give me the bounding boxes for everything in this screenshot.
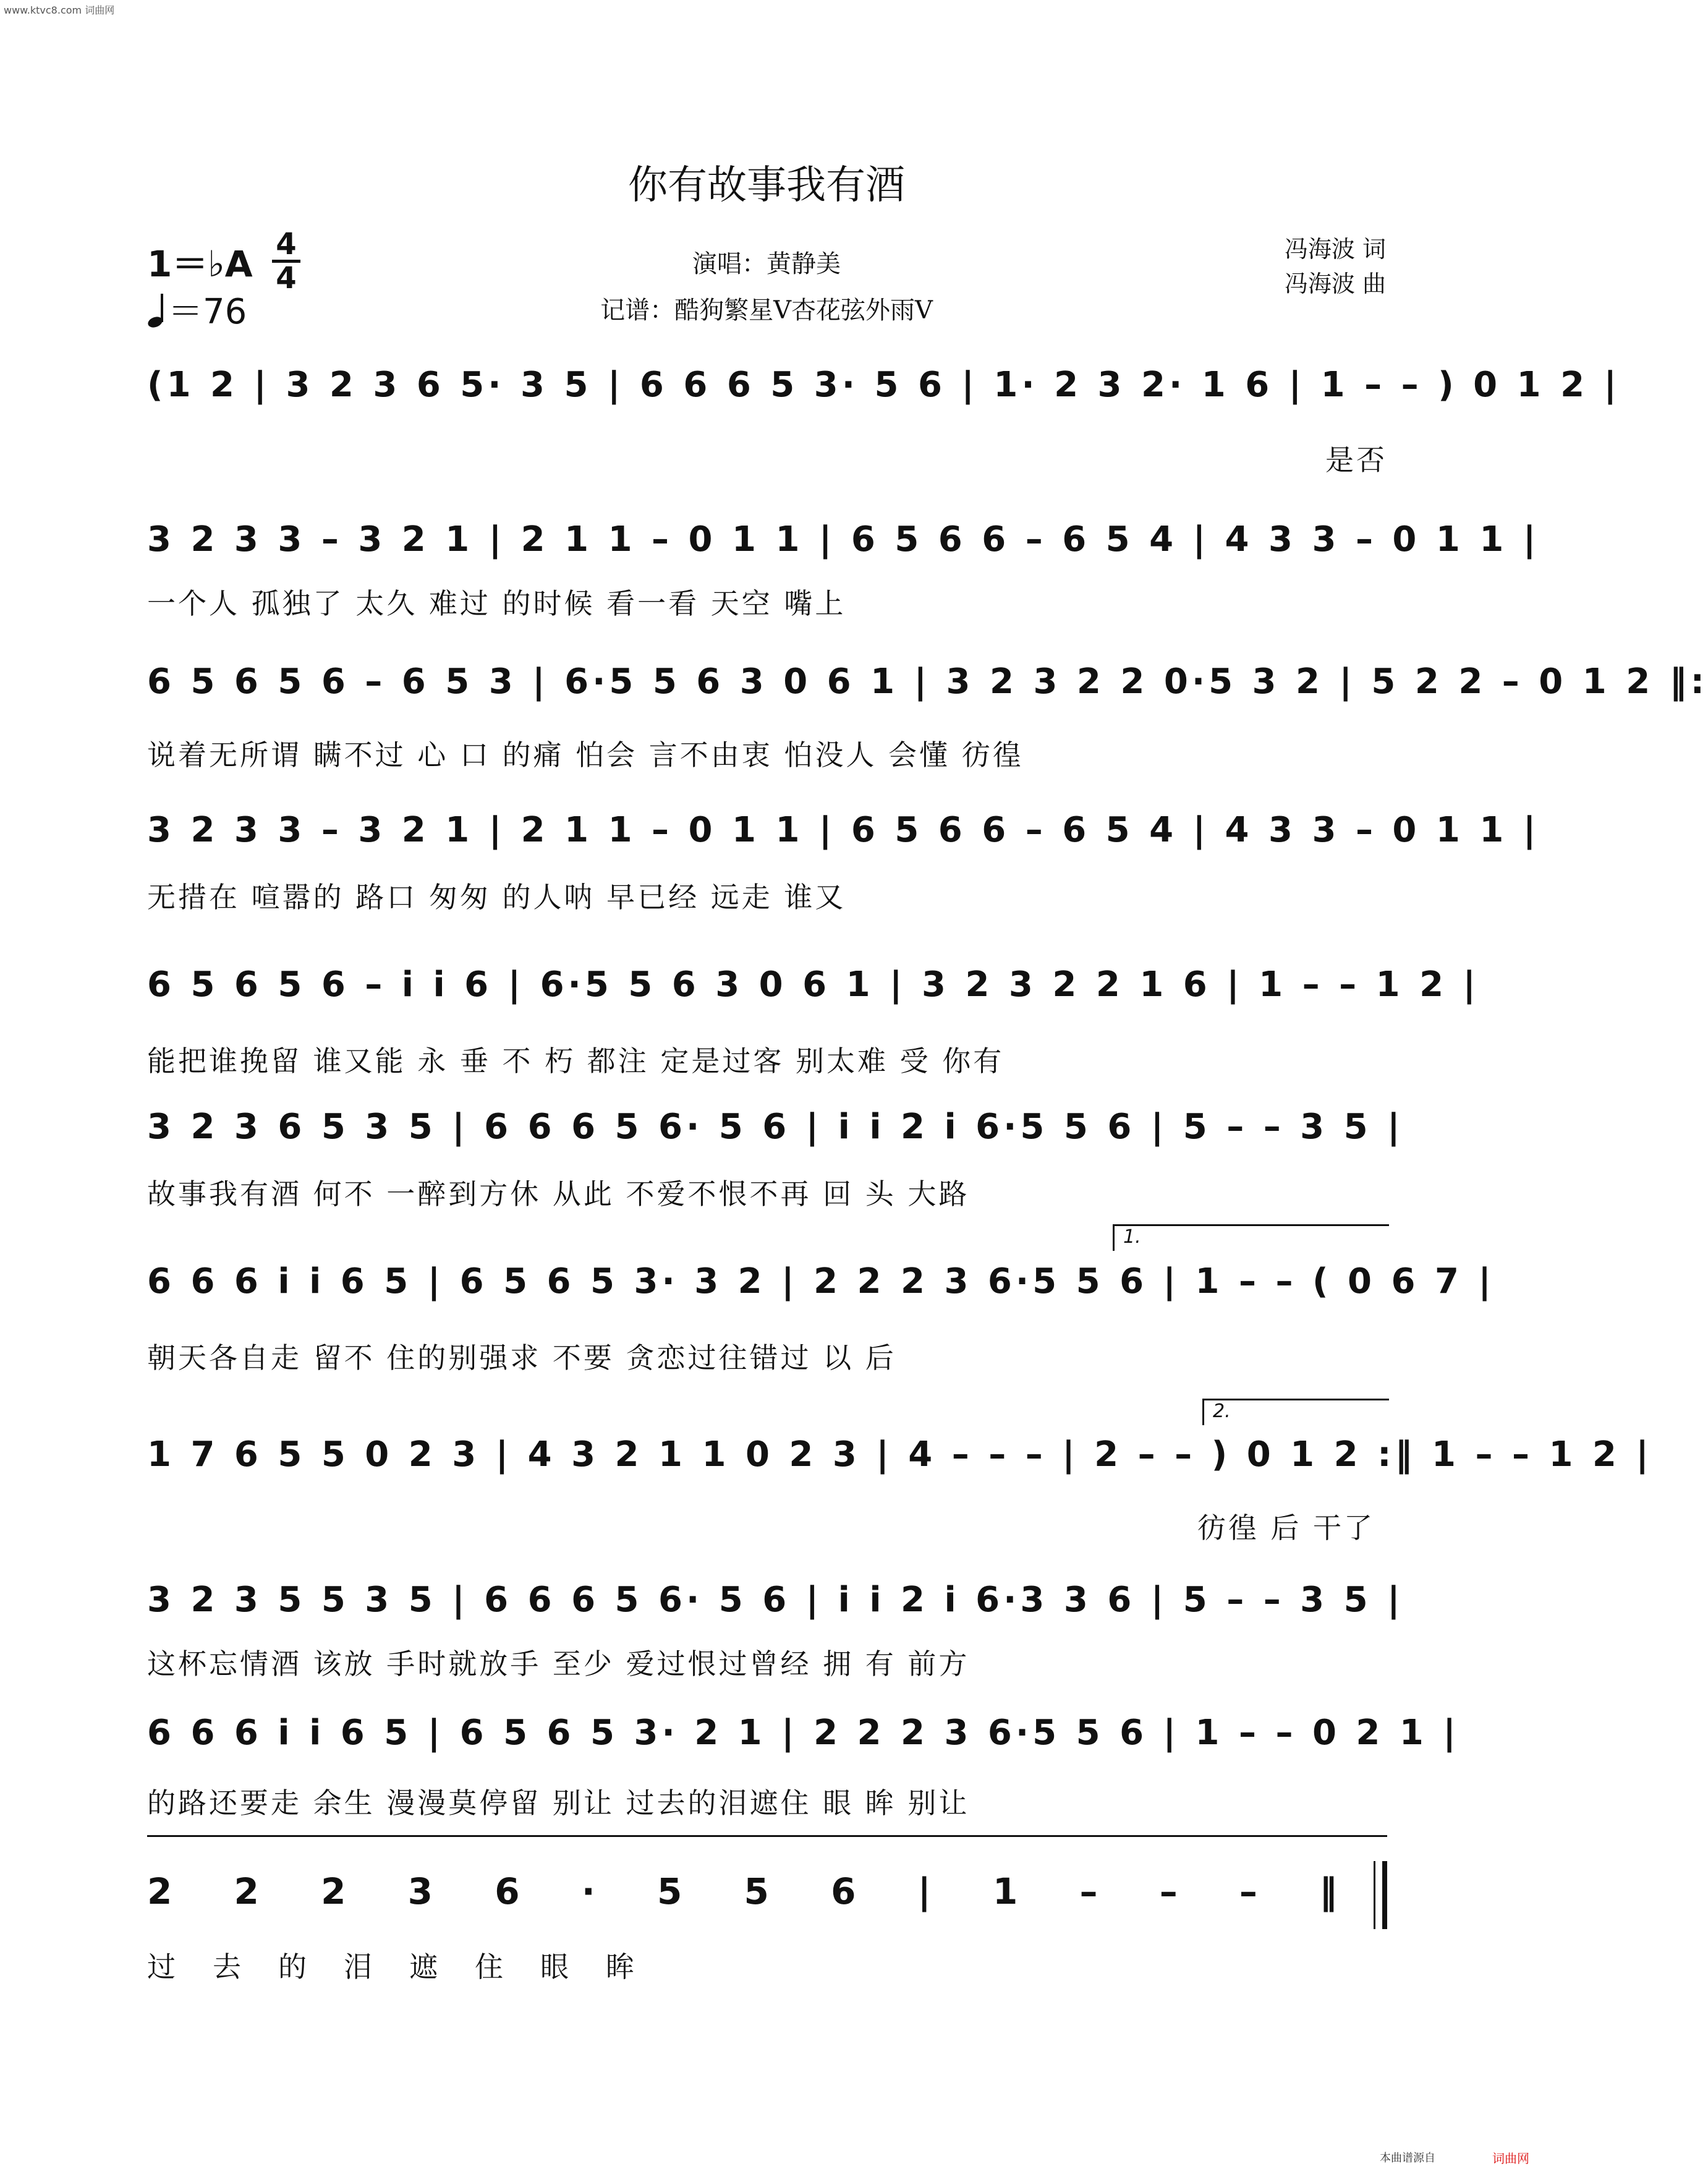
transcriber-credit: 记谱：酷狗繁星V杏花弦外雨V [600,296,933,325]
lyric-line-5: 能把谁挽留 谁又能 永 垂 不 朽 都注 定是过客 别太难 受 你有 [147,1044,1005,1078]
footer-logo: 词曲网 [1492,2151,1529,2166]
lyric-line-6: 故事我有酒 何不 一醉到方休 从此 不爱不恨不再 回 头 大路 [147,1177,970,1211]
staff-line-11: 2 2 2 3 6 · 5 5 6 | 1 – – – ‖ [147,1870,1362,1912]
song-title: 你有故事我有酒 [628,163,905,208]
lyric-line-3: 说着无所谓 瞒不过 心 口 的痛 怕会 言不由衷 怕没人 会懂 彷徨 [147,738,1024,772]
time-signature-bottom: 4 [276,261,297,296]
final-barline-thin [1374,1861,1375,1929]
staff-line-10: 6 6 6 i i 6 5 | 6 5 6 5 3· 2 1 | 2 2 2 3 6·5 5 6 | 1 – – 0 2 1 | [147,1713,1459,1753]
tempo-value: ＝76 [168,292,247,332]
lyric-line-8: 彷徨 后 干了 [1197,1511,1375,1545]
time-signature-top: 4 [276,227,297,262]
final-system-rule [147,1835,1387,1837]
key-signature: 1＝♭A [147,243,253,285]
lyric-line-1: 是否 [1325,443,1387,477]
volta-bracket-1 [1113,1224,1389,1251]
lyric-line-4: 无措在 喧嚣的 路口 匆匆 的人呐 早已经 远走 谁又 [147,880,846,914]
lyric-line-7: 朝天各自走 留不 住的别强求 不要 贪恋过往错过 以 后 [147,1341,896,1374]
staff-line-2: 3 2 3 3 – 3 2 1 | 2 1 1 – 0 1 1 | 6 5 6 6 – 6 5 4 | 4 3 3 – 0 1 1 | [147,519,1540,560]
staff-line-3: 6 5 6 5 6 – 6 5 3 | 6·5 5 6 3 0 6 1 | 3 2 3 2 2 0·5 3 2 | 5 2 2 – 0 1 2 ‖: [147,662,1708,702]
lyricist-credit: 冯海波 词 [1284,236,1386,263]
lyric-line-11: 过去的泪遮住眼眸 [147,1950,671,1984]
lyric-line-9: 这杯忘情酒 该放 手时就放手 至少 爱过恨过曾经 拥 有 前方 [147,1647,970,1681]
volta-label-1: 1. [1123,1226,1141,1248]
singer-credit: 演唱：黄静美 [692,250,841,278]
staff-line-8: 1 7 6 5 5 0 2 3 | 4 3 2 1 1 0 2 3 | 4 – – – | 2 – – ) 0 1 2 :‖ 1 – – 1 2 | [147,1434,1652,1475]
site-watermark: www.ktvc8.com 词曲网 [4,4,115,16]
volta-label-2: 2. [1213,1400,1231,1422]
lyric-line-10: 的路还要走 余生 漫漫莫停留 别让 过去的泪遮住 眼 眸 别让 [147,1786,970,1820]
lyric-line-2: 一个人 孤独了 太久 难过 的时候 看一看 天空 嘴上 [147,587,846,620]
staff-line-6: 3 2 3 6 5 3 5 | 6 6 6 5 6· 5 6 | i i 2 i 6·5 5 6 | 5 – – 3 5 | [147,1107,1404,1147]
footer-source-note: 本曲谱源自 [1380,2152,1435,2165]
staff-line-4: 3 2 3 3 – 3 2 1 | 2 1 1 – 0 1 1 | 6 5 6 6 – 6 5 4 | 4 3 3 – 0 1 1 | [147,810,1540,850]
staff-line-1: (1 2 | 3 2 3 6 5· 3 5 | 6 6 6 5 3· 5 6 | 1· 2 3 2· 1 6 | 1 – – ) 0 1 2 | [147,365,1621,405]
final-barline-thick [1382,1861,1387,1929]
staff-line-5: 6 5 6 5 6 – i i 6 | 6·5 5 6 3 0 6 1 | 3 2 3 2 2 1 6 | 1 – – 1 2 | [147,965,1480,1005]
staff-line-7: 6 6 6 i i 6 5 | 6 5 6 5 3· 3 2 | 2 2 2 3 6·5 5 6 | 1 – – ( 0 6 7 | [147,1261,1495,1302]
volta-bracket-2 [1202,1399,1389,1425]
staff-line-9: 3 2 3 5 5 3 5 | 6 6 6 5 6· 5 6 | i i 2 i 6·3 3 6 | 5 – – 3 5 | [147,1580,1404,1620]
composer-credit: 冯海波 曲 [1284,270,1386,297]
